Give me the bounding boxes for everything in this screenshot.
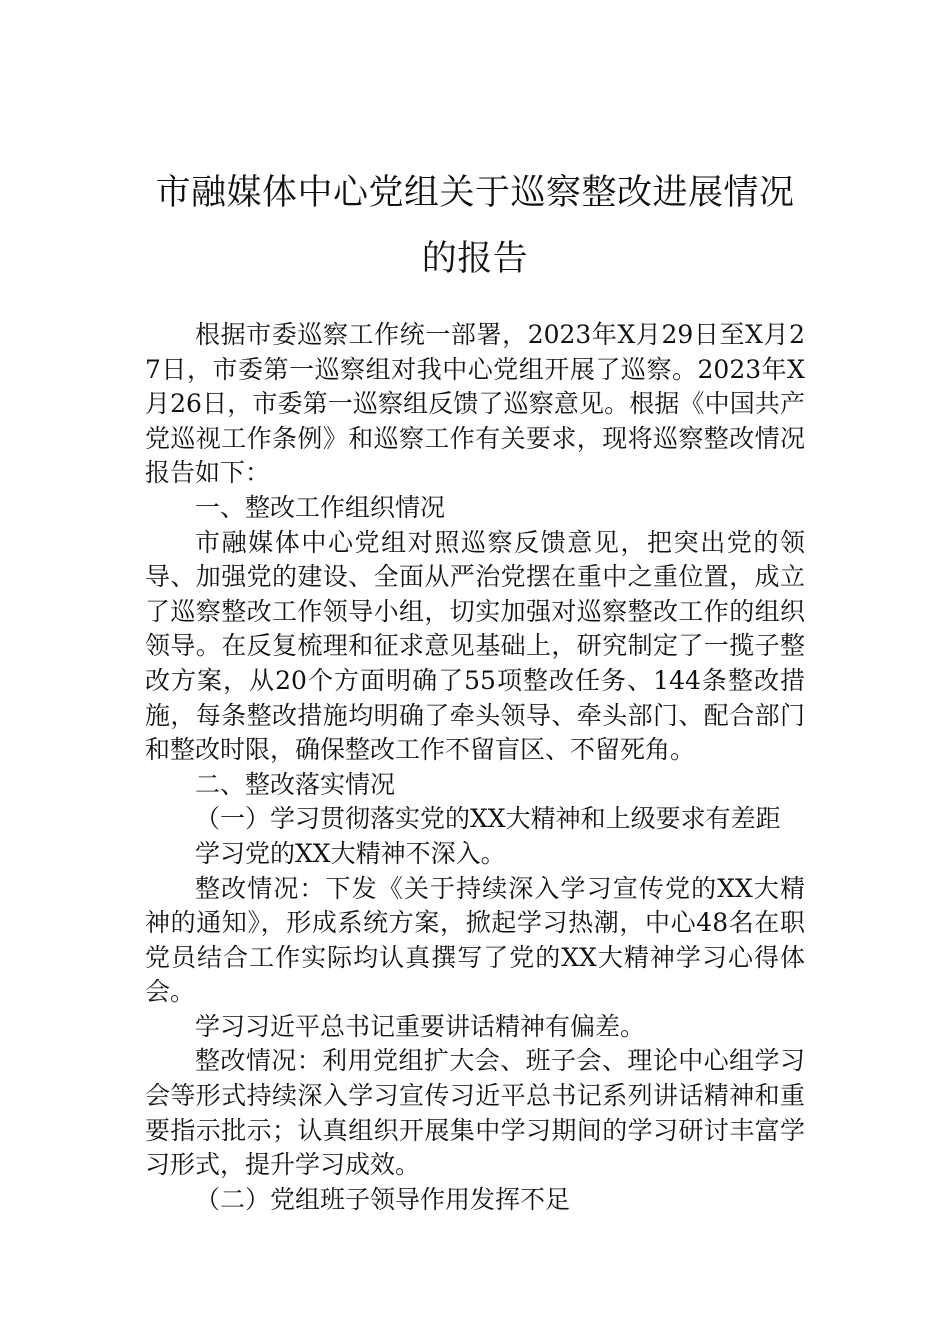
title-line-1: 市融媒体中心党组关于巡察整改进展情况 [155,173,795,213]
section-heading-1: 一、整改工作组织情况 [195,492,446,522]
section-heading-2: 二、整改落实情况 [195,769,396,799]
subsection-heading-2: （二）党组班子领导作用发挥不足 [195,1184,571,1214]
rectification-paragraph-1: 整改情况：下发《关于持续深入学习宣传党的XX大精神的通知》，形成系统方案，掀起学习热潮，中心48名在职党员结合工作实际均认真撰写了党的XX大精神学习心得体会。 [145,873,805,1007]
document-title [145,160,805,292]
rectification-paragraph-2: 整改情况：利用党组扩大会、班子会、理论中心组学习会等形式持续深入学习宣传习近平总书记系列讲话精神和重要指示批示；认真组织开展集中学习期间的学习研讨丰富学习形式，提升学习成效。 [145,1046,805,1180]
document-page [145,160,805,1217]
intro-paragraph: 根据市委巡察工作统一部署，2023年X月29日至X月27日，市委第一巡察组对我中心党组开展了巡察。2023年X月26日，市委第一巡察组反馈了巡察意见。根据《中国共产党巡视工作条例》和巡察工作有关要求，现将巡察整改情况报告如下： [145,320,805,488]
title-line-2: 的报告 [421,239,529,279]
document-body [145,318,805,1217]
section-1-paragraph: 市融媒体中心党组对照巡察反馈意见，把突出党的领导、加强党的建设、全面从严治党摆在重中之重位置，成立了巡察整改工作领导小组，切实加强对巡察整改工作的组织领导。在反复梳理和征求意见基础上，研究制定了一揽子整改方案，从20个方面明确了55项整改任务、144条整改措施，每条整改措施均明确了牵头领导、牵头部门、配合部门和整改时限，确保整改工作不留盲区、不留死角。 [145,527,805,765]
issue-paragraph-1: 学习党的XX大精神不深入。 [195,838,506,868]
subsection-heading-1: （一）学习贯彻落实党的XX大精神和上级要求有差距 [195,804,781,834]
issue-paragraph-2: 学习习近平总书记重要讲话精神有偏差。 [195,1011,646,1041]
